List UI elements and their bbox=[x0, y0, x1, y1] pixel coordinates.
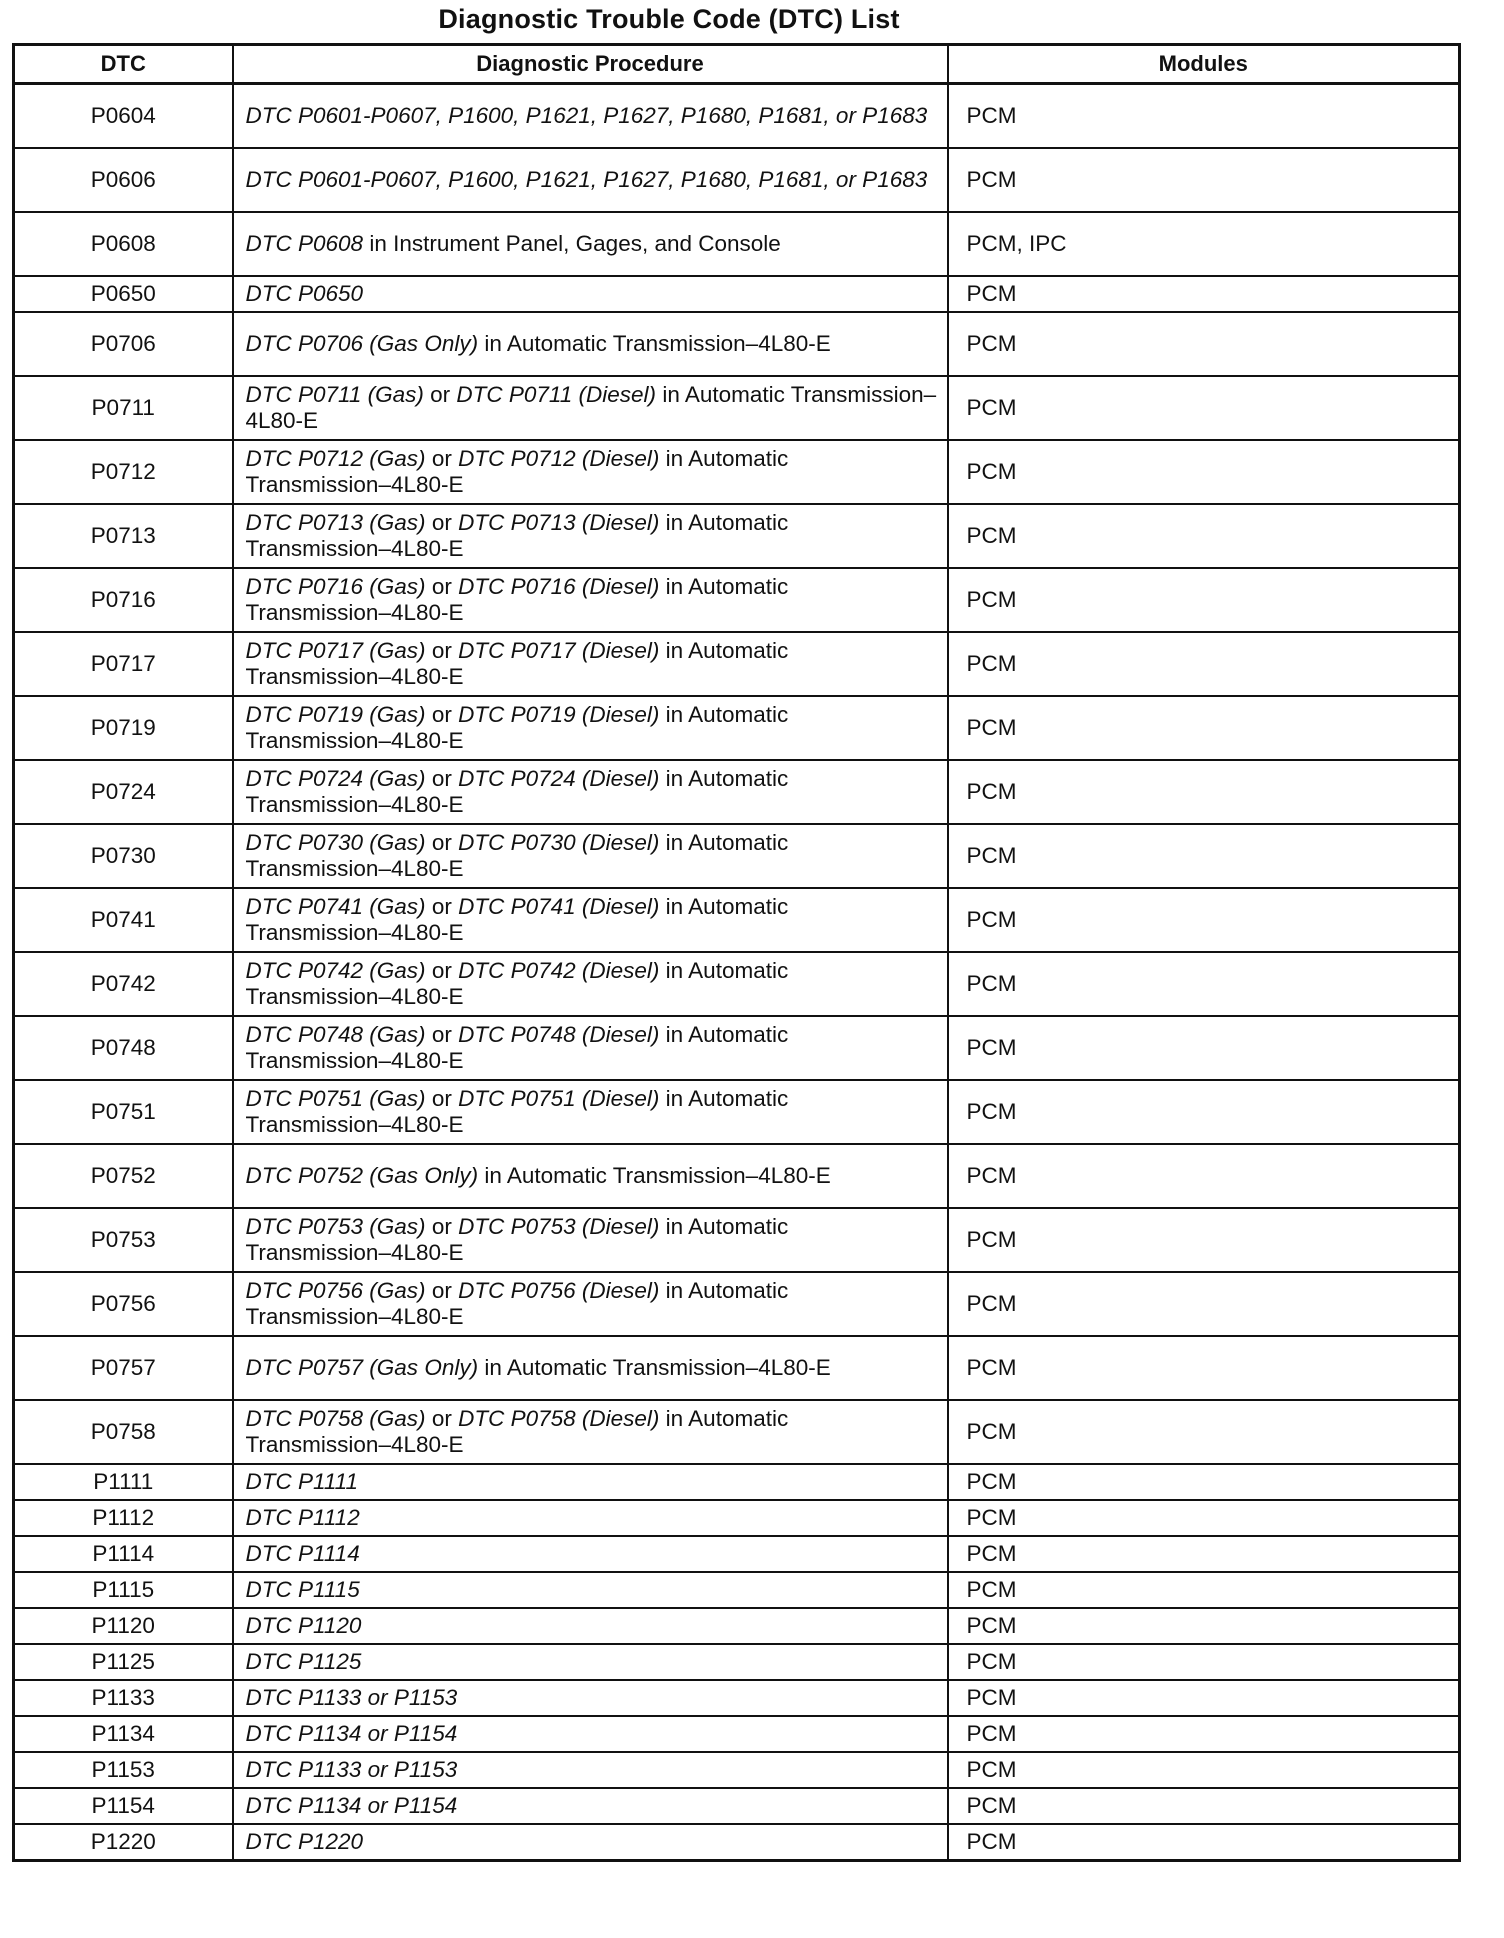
table-row bbox=[14, 84, 1460, 149]
procedure-reference-italic: DTC P1133 or P1153 bbox=[245, 1685, 458, 1710]
dtc-code-cell: P0650 bbox=[14, 276, 233, 312]
dtc-code-cell: P0716 bbox=[14, 568, 233, 632]
dtc-code-cell: P0711 bbox=[14, 376, 233, 440]
procedure-section-text: in Automatic Transmission–4L80-E bbox=[245, 1278, 789, 1329]
table-row bbox=[14, 1208, 1460, 1272]
modules-cell: PCM bbox=[948, 440, 1460, 504]
dtc-code-cell: P0751 bbox=[14, 1080, 233, 1144]
procedure-reference-italic: DTC P0751 (Gas) bbox=[245, 1086, 426, 1111]
dtc-code-cell: P0730 bbox=[14, 824, 233, 888]
diagnostic-procedure-cell bbox=[233, 1080, 948, 1144]
dtc-table bbox=[12, 43, 1461, 1862]
diagnostic-procedure-cell bbox=[233, 1336, 948, 1400]
procedure-reference-italic: DTC P0706 (Gas Only) bbox=[245, 331, 479, 356]
procedure-or-text: or bbox=[425, 574, 459, 599]
modules-cell: PCM bbox=[948, 1080, 1460, 1144]
modules-cell: PCM bbox=[948, 1536, 1460, 1572]
dtc-code-cell: P0713 bbox=[14, 504, 233, 568]
diagnostic-procedure-cell bbox=[233, 696, 948, 760]
procedure-reference-italic-2: DTC P0758 (Diesel) bbox=[458, 1406, 660, 1431]
dtc-code-cell: P1111 bbox=[14, 1464, 233, 1500]
procedure-reference-italic: DTC P0730 (Gas) bbox=[245, 830, 426, 855]
procedure-or-text: or bbox=[425, 446, 459, 471]
procedure-reference-italic: DTC P0601-P0607, P1600, P1621, P1627, P1680, P1681, or P1683 bbox=[245, 103, 928, 128]
procedure-section-text: in Automatic Transmission–4L80-E bbox=[245, 638, 789, 689]
dtc-code-cell: P0757 bbox=[14, 1336, 233, 1400]
procedure-reference-italic: DTC P1114 bbox=[245, 1541, 360, 1566]
table-row bbox=[14, 632, 1460, 696]
diagnostic-procedure-cell bbox=[233, 1016, 948, 1080]
dtc-code-cell: P0752 bbox=[14, 1144, 233, 1208]
modules-cell: PCM bbox=[948, 1500, 1460, 1536]
procedure-reference-italic: DTC P0758 (Gas) bbox=[245, 1406, 426, 1431]
procedure-section-text: in Automatic Transmission–4L80-E bbox=[245, 1086, 789, 1137]
table-row bbox=[14, 440, 1460, 504]
procedure-reference-italic-2: DTC P0756 (Diesel) bbox=[458, 1278, 660, 1303]
procedure-or-text: or bbox=[425, 702, 459, 727]
procedure-reference-italic: DTC P0712 (Gas) bbox=[245, 446, 426, 471]
table-row bbox=[14, 1608, 1460, 1644]
table-row bbox=[14, 1644, 1460, 1680]
table-row bbox=[14, 1572, 1460, 1608]
procedure-reference-italic-2: DTC P0751 (Diesel) bbox=[458, 1086, 660, 1111]
column-header-dtc: DTC bbox=[14, 45, 233, 84]
procedure-reference-italic: DTC P0601-P0607, P1600, P1621, P1627, P1680, P1681, or P1683 bbox=[245, 167, 928, 192]
table-row bbox=[14, 1272, 1460, 1336]
table-row bbox=[14, 1716, 1460, 1752]
modules-cell: PCM bbox=[948, 1788, 1460, 1824]
diagnostic-procedure-cell bbox=[233, 1572, 948, 1608]
procedure-reference-italic-2: DTC P0711 (Diesel) bbox=[456, 382, 657, 407]
diagnostic-procedure-cell bbox=[233, 212, 948, 276]
procedure-section-text: in Automatic Transmission–4L80-E bbox=[478, 1355, 831, 1380]
table-row bbox=[14, 696, 1460, 760]
procedure-reference-italic-2: DTC P0742 (Diesel) bbox=[458, 958, 660, 983]
column-header-modules: Modules bbox=[948, 45, 1460, 84]
dtc-code-cell: P1134 bbox=[14, 1716, 233, 1752]
procedure-or-text: or bbox=[425, 1278, 459, 1303]
diagnostic-procedure-cell bbox=[233, 376, 948, 440]
procedure-reference-italic: DTC P0756 (Gas) bbox=[245, 1278, 426, 1303]
diagnostic-procedure-cell bbox=[233, 568, 948, 632]
procedure-section-text: in Automatic Transmission–4L80-E bbox=[245, 766, 789, 817]
procedure-or-text: or bbox=[425, 894, 459, 919]
procedure-reference-italic-2: DTC P0713 (Diesel) bbox=[458, 510, 660, 535]
procedure-reference-italic: DTC P1134 or P1154 bbox=[245, 1721, 458, 1746]
procedure-reference-italic: DTC P0711 (Gas) bbox=[245, 382, 424, 407]
procedure-reference-italic: DTC P0719 (Gas) bbox=[245, 702, 426, 727]
modules-cell: PCM bbox=[948, 276, 1460, 312]
diagnostic-procedure-cell bbox=[233, 440, 948, 504]
procedure-or-text: or bbox=[425, 830, 459, 855]
diagnostic-procedure-cell bbox=[233, 952, 948, 1016]
dtc-code-cell: P0758 bbox=[14, 1400, 233, 1464]
procedure-reference-italic-2: DTC P0753 (Diesel) bbox=[458, 1214, 660, 1239]
table-row bbox=[14, 568, 1460, 632]
diagnostic-procedure-cell bbox=[233, 148, 948, 212]
dtc-code-cell: P1120 bbox=[14, 1608, 233, 1644]
dtc-code-cell: P1125 bbox=[14, 1644, 233, 1680]
procedure-section-text: in Instrument Panel, Gages, and Console bbox=[363, 231, 781, 256]
dtc-code-cell: P0756 bbox=[14, 1272, 233, 1336]
diagnostic-procedure-cell bbox=[233, 824, 948, 888]
procedure-reference-italic: DTC P0753 (Gas) bbox=[245, 1214, 426, 1239]
modules-cell: PCM bbox=[948, 1272, 1460, 1336]
modules-cell: PCM bbox=[948, 1716, 1460, 1752]
table-row bbox=[14, 888, 1460, 952]
procedure-reference-italic: DTC P0742 (Gas) bbox=[245, 958, 426, 983]
dtc-code-cell: P0719 bbox=[14, 696, 233, 760]
procedure-or-text: or bbox=[425, 1086, 459, 1111]
procedure-section-text: in Automatic Transmission–4L80-E bbox=[245, 574, 789, 625]
procedure-reference-italic-2: DTC P0717 (Diesel) bbox=[458, 638, 660, 663]
procedure-or-text: or bbox=[425, 1214, 459, 1239]
procedure-section-text: in Automatic Transmission–4L80-E bbox=[245, 830, 789, 881]
dtc-code-cell: P0724 bbox=[14, 760, 233, 824]
dtc-code-cell: P0748 bbox=[14, 1016, 233, 1080]
diagnostic-procedure-cell bbox=[233, 632, 948, 696]
modules-cell: PCM bbox=[948, 1680, 1460, 1716]
table-row bbox=[14, 276, 1460, 312]
table-row bbox=[14, 1400, 1460, 1464]
procedure-section-text: in Automatic Transmission–4L80-E bbox=[245, 958, 789, 1009]
procedure-reference-italic-2: DTC P0748 (Diesel) bbox=[458, 1022, 660, 1047]
procedure-reference-italic: DTC P0748 (Gas) bbox=[245, 1022, 426, 1047]
dtc-code-cell: P0753 bbox=[14, 1208, 233, 1272]
table-row bbox=[14, 1824, 1460, 1861]
table-row bbox=[14, 1500, 1460, 1536]
dtc-code-cell: P0608 bbox=[14, 212, 233, 276]
modules-cell: PCM bbox=[948, 148, 1460, 212]
procedure-reference-italic: DTC P1134 or P1154 bbox=[245, 1793, 458, 1818]
page-title-text: Diagnostic Trouble Code (DTC) List bbox=[438, 4, 900, 34]
modules-cell: PCM bbox=[948, 1336, 1460, 1400]
modules-cell: PCM bbox=[948, 888, 1460, 952]
modules-cell: PCM bbox=[948, 1016, 1460, 1080]
procedure-reference-italic-2: DTC P0712 (Diesel) bbox=[458, 446, 660, 471]
procedure-reference-italic: DTC P1111 bbox=[245, 1469, 359, 1494]
procedure-section-text: in Automatic Transmission–4L80-E bbox=[245, 446, 789, 497]
modules-cell: PCM bbox=[948, 568, 1460, 632]
table-row bbox=[14, 1536, 1460, 1572]
dtc-code-cell: P0604 bbox=[14, 84, 233, 149]
procedure-reference-italic: DTC P0752 (Gas Only) bbox=[245, 1163, 479, 1188]
procedure-section-text: in Automatic Transmission–4L80-E bbox=[245, 1406, 789, 1457]
procedure-or-text: or bbox=[425, 766, 459, 791]
modules-cell: PCM bbox=[948, 376, 1460, 440]
diagnostic-procedure-cell bbox=[233, 1144, 948, 1208]
procedure-or-text: or bbox=[425, 638, 459, 663]
table-row bbox=[14, 1016, 1460, 1080]
procedure-section-text: in Automatic Transmission–4L80-E bbox=[245, 510, 789, 561]
procedure-section-text: in Automatic Transmission–4L80-E bbox=[245, 702, 789, 753]
modules-cell: PCM, IPC bbox=[948, 212, 1460, 276]
procedure-or-text: or bbox=[425, 1022, 459, 1047]
modules-cell: PCM bbox=[948, 84, 1460, 149]
dtc-code-cell: P1114 bbox=[14, 1536, 233, 1572]
modules-cell: PCM bbox=[948, 760, 1460, 824]
page-title bbox=[0, 4, 1504, 35]
diagnostic-procedure-cell bbox=[233, 1644, 948, 1680]
table-row bbox=[14, 1680, 1460, 1716]
procedure-reference-italic-2: DTC P0730 (Diesel) bbox=[458, 830, 660, 855]
procedure-section-text: in Automatic Transmission–4L80-E bbox=[245, 1214, 789, 1265]
procedure-reference-italic: DTC P0650 bbox=[245, 281, 364, 306]
modules-cell: PCM bbox=[948, 1824, 1460, 1861]
dtc-code-cell: P1154 bbox=[14, 1788, 233, 1824]
table-row bbox=[14, 1144, 1460, 1208]
modules-cell: PCM bbox=[948, 1400, 1460, 1464]
diagnostic-procedure-cell bbox=[233, 1752, 948, 1788]
diagnostic-procedure-cell bbox=[233, 888, 948, 952]
procedure-reference-italic-2: DTC P0741 (Diesel) bbox=[458, 894, 660, 919]
procedure-reference-italic: DTC P0716 (Gas) bbox=[245, 574, 426, 599]
modules-cell: PCM bbox=[948, 952, 1460, 1016]
modules-cell: PCM bbox=[948, 824, 1460, 888]
procedure-section-text: in Automatic Transmission–4L80-E bbox=[478, 1163, 831, 1188]
procedure-reference-italic: DTC P0608 bbox=[245, 231, 364, 256]
modules-cell: PCM bbox=[948, 1144, 1460, 1208]
table-row bbox=[14, 1464, 1460, 1500]
diagnostic-procedure-cell bbox=[233, 1272, 948, 1336]
modules-cell: PCM bbox=[948, 504, 1460, 568]
diagnostic-procedure-cell bbox=[233, 84, 948, 149]
diagnostic-procedure-cell bbox=[233, 1500, 948, 1536]
procedure-or-text: or bbox=[425, 958, 459, 983]
procedure-or-text: or bbox=[425, 510, 459, 535]
table-row bbox=[14, 148, 1460, 212]
diagnostic-procedure-cell bbox=[233, 1716, 948, 1752]
diagnostic-procedure-cell bbox=[233, 1824, 948, 1861]
procedure-reference-italic: DTC P0717 (Gas) bbox=[245, 638, 426, 663]
diagnostic-procedure-cell bbox=[233, 1464, 948, 1500]
modules-cell: PCM bbox=[948, 696, 1460, 760]
dtc-code-cell: P0741 bbox=[14, 888, 233, 952]
modules-cell: PCM bbox=[948, 1572, 1460, 1608]
procedure-reference-italic: DTC P0741 (Gas) bbox=[245, 894, 426, 919]
procedure-reference-italic-2: DTC P0716 (Diesel) bbox=[458, 574, 660, 599]
dtc-code-cell: P1133 bbox=[14, 1680, 233, 1716]
procedure-reference-italic: DTC P1115 bbox=[245, 1577, 360, 1602]
diagnostic-procedure-cell bbox=[233, 1608, 948, 1644]
dtc-code-cell: P0706 bbox=[14, 312, 233, 376]
diagnostic-procedure-cell bbox=[233, 1788, 948, 1824]
table-row bbox=[14, 760, 1460, 824]
procedure-reference-italic: DTC P1120 bbox=[245, 1613, 362, 1638]
procedure-reference-italic: DTC P0713 (Gas) bbox=[245, 510, 426, 535]
procedure-reference-italic: DTC P1125 bbox=[245, 1649, 362, 1674]
table-row bbox=[14, 504, 1460, 568]
table-row bbox=[14, 1788, 1460, 1824]
procedure-reference-italic: DTC P1112 bbox=[245, 1505, 360, 1530]
procedure-reference-italic: DTC P0724 (Gas) bbox=[245, 766, 426, 791]
diagnostic-procedure-cell bbox=[233, 1680, 948, 1716]
dtc-code-cell: P0717 bbox=[14, 632, 233, 696]
diagnostic-procedure-cell bbox=[233, 504, 948, 568]
dtc-code-cell: P1112 bbox=[14, 1500, 233, 1536]
table-row bbox=[14, 1336, 1460, 1400]
modules-cell: PCM bbox=[948, 312, 1460, 376]
diagnostic-procedure-cell bbox=[233, 312, 948, 376]
dtc-code-cell: P0606 bbox=[14, 148, 233, 212]
procedure-section-text: in Automatic Transmission–4L80-E bbox=[478, 331, 831, 356]
procedure-reference-italic-2: DTC P0724 (Diesel) bbox=[458, 766, 660, 791]
procedure-or-text: or bbox=[423, 382, 457, 407]
dtc-code-cell: P1220 bbox=[14, 1824, 233, 1861]
procedure-reference-italic: DTC P0757 (Gas Only) bbox=[245, 1355, 479, 1380]
table-header-row bbox=[14, 45, 1460, 84]
table-row bbox=[14, 312, 1460, 376]
procedure-section-text: in Automatic Transmission–4L80-E bbox=[245, 382, 937, 433]
modules-cell: PCM bbox=[948, 1464, 1460, 1500]
dtc-code-cell: P1115 bbox=[14, 1572, 233, 1608]
dtc-code-cell: P1153 bbox=[14, 1752, 233, 1788]
table-row bbox=[14, 1752, 1460, 1788]
diagnostic-procedure-cell bbox=[233, 276, 948, 312]
procedure-reference-italic-2: DTC P0719 (Diesel) bbox=[458, 702, 660, 727]
diagnostic-procedure-cell bbox=[233, 760, 948, 824]
modules-cell: PCM bbox=[948, 1752, 1460, 1788]
table-row bbox=[14, 952, 1460, 1016]
procedure-reference-italic: DTC P1133 or P1153 bbox=[245, 1757, 458, 1782]
dtc-code-cell: P0712 bbox=[14, 440, 233, 504]
table-row bbox=[14, 1080, 1460, 1144]
table-body bbox=[14, 84, 1460, 1861]
modules-cell: PCM bbox=[948, 1208, 1460, 1272]
diagnostic-procedure-cell bbox=[233, 1536, 948, 1572]
procedure-section-text: in Automatic Transmission–4L80-E bbox=[245, 894, 789, 945]
procedure-or-text: or bbox=[425, 1406, 459, 1431]
procedure-section-text: in Automatic Transmission–4L80-E bbox=[245, 1022, 789, 1073]
diagnostic-procedure-cell bbox=[233, 1400, 948, 1464]
table-row bbox=[14, 376, 1460, 440]
modules-cell: PCM bbox=[948, 1608, 1460, 1644]
procedure-reference-italic: DTC P1220 bbox=[245, 1829, 364, 1854]
dtc-code-cell: P0742 bbox=[14, 952, 233, 1016]
table-row bbox=[14, 824, 1460, 888]
modules-cell: PCM bbox=[948, 1644, 1460, 1680]
modules-cell: PCM bbox=[948, 632, 1460, 696]
diagnostic-procedure-cell bbox=[233, 1208, 948, 1272]
table-row bbox=[14, 212, 1460, 276]
column-header-procedure: Diagnostic Procedure bbox=[233, 45, 948, 84]
